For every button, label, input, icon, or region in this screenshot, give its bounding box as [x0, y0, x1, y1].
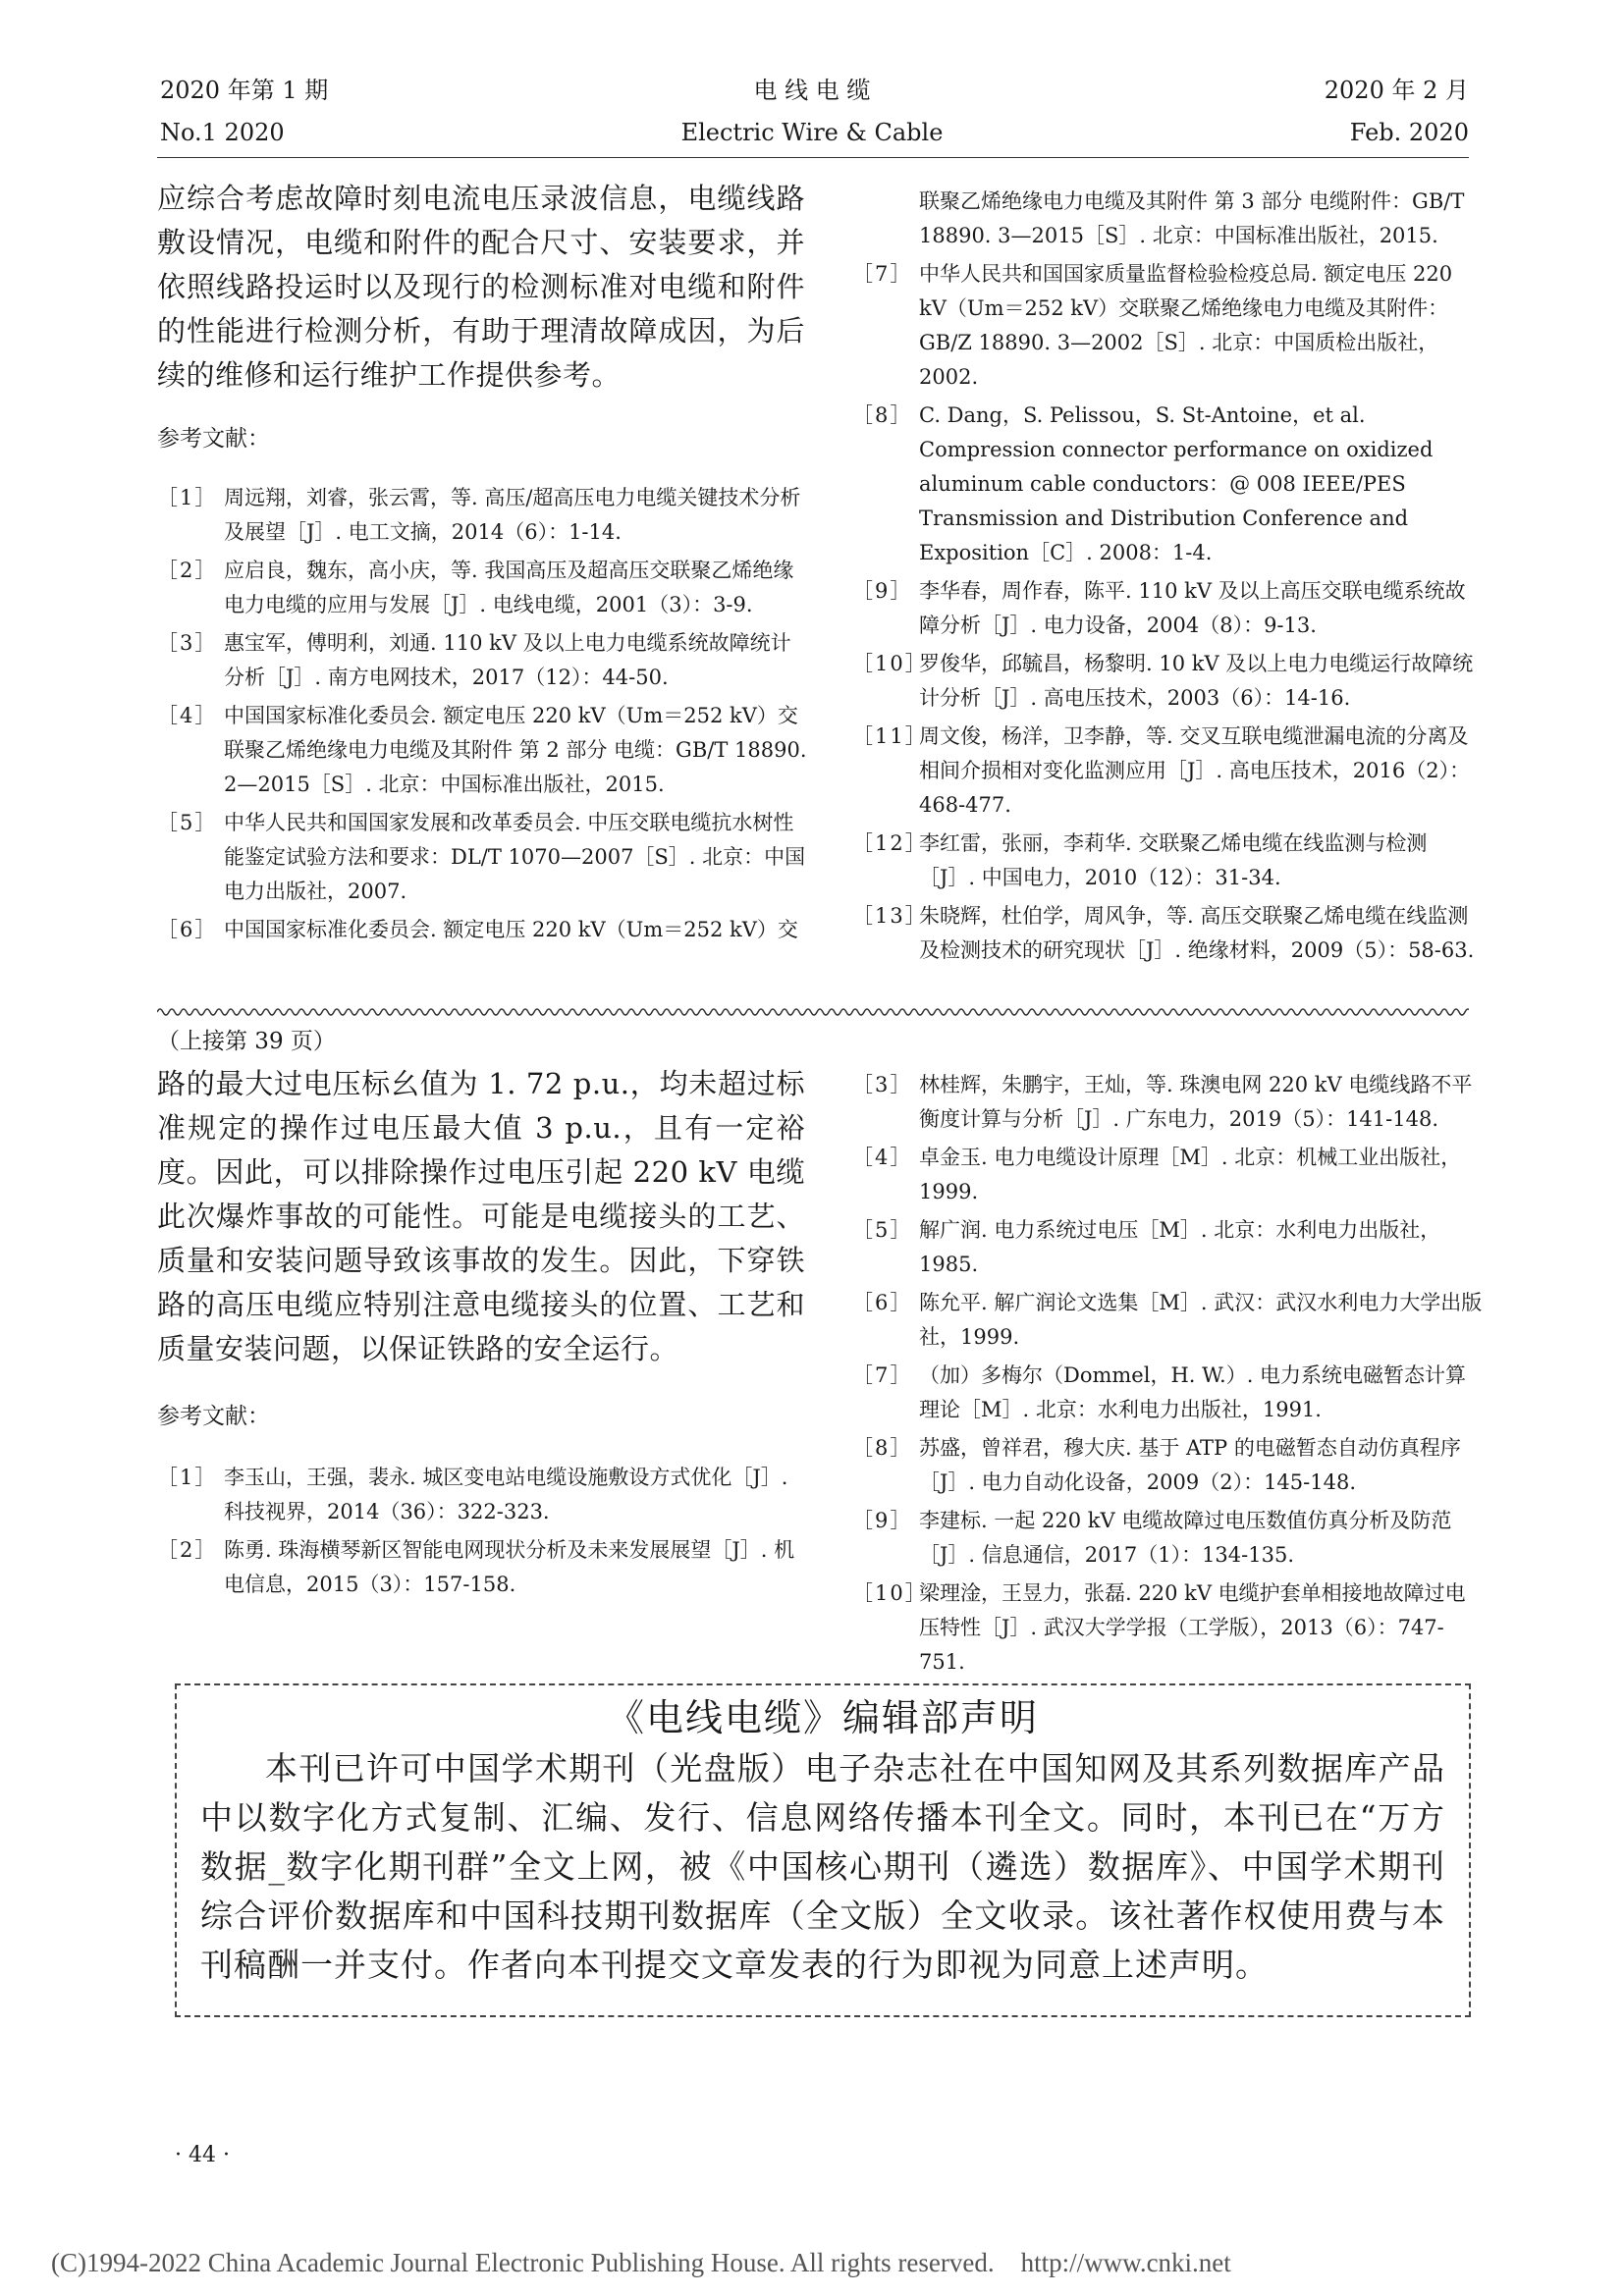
reference-item: [852, 1431, 1483, 1500]
reference-text: 林桂辉，朱鹏宇，王灿，等. 珠澳电网 220 kV 电缆线路不平衡度计算与分析［J］. 广东电力，2019（5）：141-148.: [919, 1073, 1473, 1131]
reference-text: 陈勇. 珠海横琴新区智能电网现状分析及未来发展展望［J］. 机电信息，2015（3）：157-158.: [224, 1538, 795, 1596]
reference-item: [852, 574, 1483, 643]
reference-number: ［8］: [852, 1436, 913, 1460]
reference-text: 周文俊，杨洋，卫李静，等. 交叉互联电缆泄漏电流的分离及相间介损相对变化监测应用［J］. 高电压技术，2016（2）：468-477.: [919, 724, 1471, 817]
reference-text: 李建标. 一起 220 kV 电缆故障过电压数值仿真分析及防范［J］. 信息通信，2017（1）：134-135.: [919, 1509, 1452, 1567]
reference-item: [852, 1286, 1483, 1355]
reference-number: ［5］: [157, 811, 218, 834]
reference-number: ［4］: [852, 1146, 913, 1169]
header-journal-title-en: Electric Wire & Cable: [680, 119, 944, 146]
reference-item: [157, 806, 807, 909]
editorial-notice-box: [175, 1683, 1471, 2017]
reference-item: [852, 647, 1483, 716]
notice-title: 《电线电缆》编辑部声明: [606, 1696, 1039, 1739]
reference-item: [157, 1533, 807, 1602]
reference-text: 联聚乙烯绝缘电力电缆及其附件 第 3 部分 电缆附件：GB/T 18890. 3—2015［S］. 北京：中国标准出版社，2015.: [919, 189, 1465, 247]
reference-number: ［5］: [852, 1218, 913, 1242]
reference-text: 梁理淦，王昱力，张磊. 220 kV 电缆护套单相接地故障过电压特性［J］. 武汉大学学报（工学版），2013（6）：747-751.: [919, 1581, 1466, 1674]
reference-item: [157, 699, 807, 802]
reference-number: ［1］: [157, 1466, 218, 1489]
reference-number: ［11］: [852, 724, 928, 748]
notice-text: 本刊已许可中国学术期刊（光盘版）电子杂志社在中国知网及其系列数据库产品中以数字化方式复制、汇编、发行、信息网络传播本刊全文。同时，本刊已在“万方数据_数字化期刊群”全文上网，被《中国核心期刊（遴选）数据库》、中国学术期刊综合评价数据库和中国科技期刊数据库（全文版）全文收录。该社著作权使用费与本刊稿酬一并支付。作者向本刊提交文章发表的行为即视为同意上述声明。: [200, 1749, 1445, 1984]
reference-number: ［1］: [157, 486, 218, 509]
reference-item: [852, 899, 1483, 968]
reference-item: [852, 827, 1483, 895]
reference-number: ［10］: [852, 1581, 928, 1605]
reference-item: [852, 1213, 1483, 1282]
reference-text: 中华人民共和国国家质量监督检验检疫总局. 额定电压 220 kV（Um＝252 kV）交联聚乙烯绝缘电力电缆及其附件：GB/Z 18890. 3—2002［S］. 北京：中国质检出版社，2002.: [919, 262, 1453, 389]
section-separator: [157, 1005, 1469, 1019]
reference-number: ［6］: [852, 1291, 913, 1314]
reference-text: 朱晓辉，杜伯学，周风争，等. 高压交联聚乙烯电缆在线监测及检测技术的研究现状［J］. 绝缘材料，2009（5）：58-63.: [919, 904, 1475, 962]
reference-text: 罗俊华，邱毓昌，杨黎明. 10 kV 及以上电力电缆运行故障统计分析［J］. 高电压技术，2003（6）：14-16.: [919, 652, 1474, 710]
reference-number: ［10］: [852, 652, 928, 675]
reference-item: [852, 1576, 1483, 1680]
reference-item: [157, 1461, 807, 1529]
reference-number: ［13］: [852, 904, 928, 928]
reference-number: ［3］: [852, 1073, 913, 1096]
reference-text: C. Dang，S. Pelissou，S. St-Antoine，et al. Compression connector performance on oxidized aluminum cable conductors：@ 008 IEEE/PES Transmission and Distribution Conference and Exposition［C］. 2008：1-4.: [919, 403, 1434, 564]
section1-refs-right: [852, 185, 1483, 972]
reference-item: [852, 257, 1483, 395]
section2-refs-right: [852, 1068, 1483, 1683]
reference-text: 李红雷，张丽，李莉华. 交联聚乙烯电缆在线监测与检测［J］. 中国电力，2010（12）：31-34.: [919, 831, 1428, 889]
section2-paragraph: 路的最大过电压标幺值为 1. 72 p.u.，均未超过标准规定的操作过电压最大值 3 p.u.，且有一定裕度。因此，可以排除操作过电压引起 220 kV 电缆此次爆炸事故的可能性。可能是电缆接头的工艺、质量和安装问题导致该事故的发生。因此，下穿铁路的高压电缆应特别注意电缆接头的位置、工艺和质量安装问题，以保证铁路的安全运行。: [157, 1067, 805, 1365]
reference-text: 周远翔，刘睿，张云霄，等. 高压/超高压电力电缆关键技术分析及展望［J］. 电工文摘，2014（6）：1-14.: [224, 486, 801, 544]
reference-text: 李玉山，王强，裴永. 城区变电站电缆设施敷设方式优化［J］. 科技视界，2014（36）：322-323.: [224, 1466, 788, 1523]
reference-item: [852, 399, 1483, 570]
section1-ref-heading: 参考文献：: [157, 426, 270, 452]
reference-text: 李华春，周作春，陈平. 110 kV 及以上高压交联电缆系统故障分析［J］. 电力设备，2004（8）：9-13.: [919, 579, 1466, 637]
header-date: 2020 年 2 月: [1324, 77, 1469, 104]
reference-number: ［2］: [157, 559, 218, 582]
reference-text: （加）多梅尔（Dommel，H. W.）. 电力系统电磁暂态计算理论［M］. 北京：水利电力出版社，1991.: [919, 1363, 1467, 1421]
reference-number: ［7］: [852, 1363, 913, 1387]
header-issue-en: No.1 2020: [160, 119, 285, 146]
reference-item: [852, 1068, 1483, 1137]
reference-number: ［4］: [157, 704, 218, 727]
reference-number: ［9］: [852, 579, 913, 603]
section1-refs-left: [157, 481, 807, 951]
reference-text: 苏盛，曾祥君，穆大庆. 基于 ATP 的电磁暂态自动仿真程序［J］. 电力自动化设备，2009（2）：145-148.: [919, 1436, 1461, 1494]
header-issue: 2020 年第 1 期: [160, 77, 329, 104]
reference-item: [852, 1359, 1483, 1427]
reference-item: [852, 1504, 1483, 1573]
reference-number: ［12］: [852, 831, 928, 855]
section2-ref-heading: 参考文献：: [157, 1404, 270, 1429]
header-rule: [157, 157, 1469, 158]
reference-text: 卓金玉. 电力电缆设计原理［M］. 北京：机械工业出版社，1999.: [919, 1146, 1462, 1203]
copyright-footer: (C)1994-2022 China Academic Journal Electronic Publishing House. All rights reserved. http://www.cnki.net: [51, 2248, 1231, 2277]
reference-number: ［8］: [852, 403, 913, 427]
reference-number: ［6］: [157, 918, 218, 941]
reference-text: 惠宝军，傅明利，刘通. 110 kV 及以上电力电缆系统故障统计分析［J］. 南方电网技术，2017（12）：44-50.: [224, 631, 791, 689]
reference-text: 中国国家标准化委员会. 额定电压 220 kV（Um＝252 kV）交: [224, 918, 798, 941]
reference-item: [852, 720, 1483, 823]
reference-item: [157, 481, 807, 550]
reference-item: [852, 185, 1483, 253]
reference-item: [157, 554, 807, 622]
reference-number: ［2］: [157, 1538, 218, 1562]
reference-number: ［3］: [157, 631, 218, 655]
reference-text: 陈允平. 解广润论文选集［M］. 武汉：武汉水利电力大学出版社，1999.: [919, 1291, 1483, 1349]
header-date-en: Feb. 2020: [1349, 119, 1469, 146]
page-number: · 44 ·: [175, 2143, 230, 2167]
reference-number: ［9］: [852, 1509, 913, 1532]
reference-number: ［7］: [852, 262, 913, 286]
reference-item: [157, 913, 807, 947]
reference-item: [852, 1141, 1483, 1209]
reference-text: 解广润. 电力系统过电压［M］. 北京：水利电力出版社，1985.: [919, 1218, 1441, 1276]
reference-text: 中国国家标准化委员会. 额定电压 220 kV（Um＝252 kV）交联聚乙烯绝缘电力电缆及其附件 第 2 部分 电缆：GB/T 18890. 2—2015［S］. 北京：中国标准出版社，2015.: [224, 704, 807, 796]
reference-text: 应启良，魏东，高小庆，等. 我国高压及超高压交联聚乙烯绝缘电力电缆的应用与发展［J］. 电线电缆，2001（3）：3-9.: [224, 559, 794, 616]
reference-item: [157, 626, 807, 695]
section2-refs-left: [157, 1461, 807, 1606]
header-journal-title: 电 线 电 缆: [753, 77, 871, 104]
continued-from-note: （上接第 39 页）: [157, 1029, 336, 1054]
reference-text: 中华人民共和国国家发展和改革委员会. 中压交联电缆抗水树性能鉴定试验方法和要求：DL/T 1070—2007［S］. 北京：中国电力出版社，2007.: [224, 811, 806, 903]
section1-paragraph: 应综合考虑故障时刻电流电压录波信息，电缆线路敷设情况，电缆和附件的配合尺寸、安装要求，并依照线路投运时以及现行的检测标准对电缆和附件的性能进行检测分析，有助于理清故障成因，为后续的维修和运行维护工作提供参考。: [157, 182, 805, 392]
